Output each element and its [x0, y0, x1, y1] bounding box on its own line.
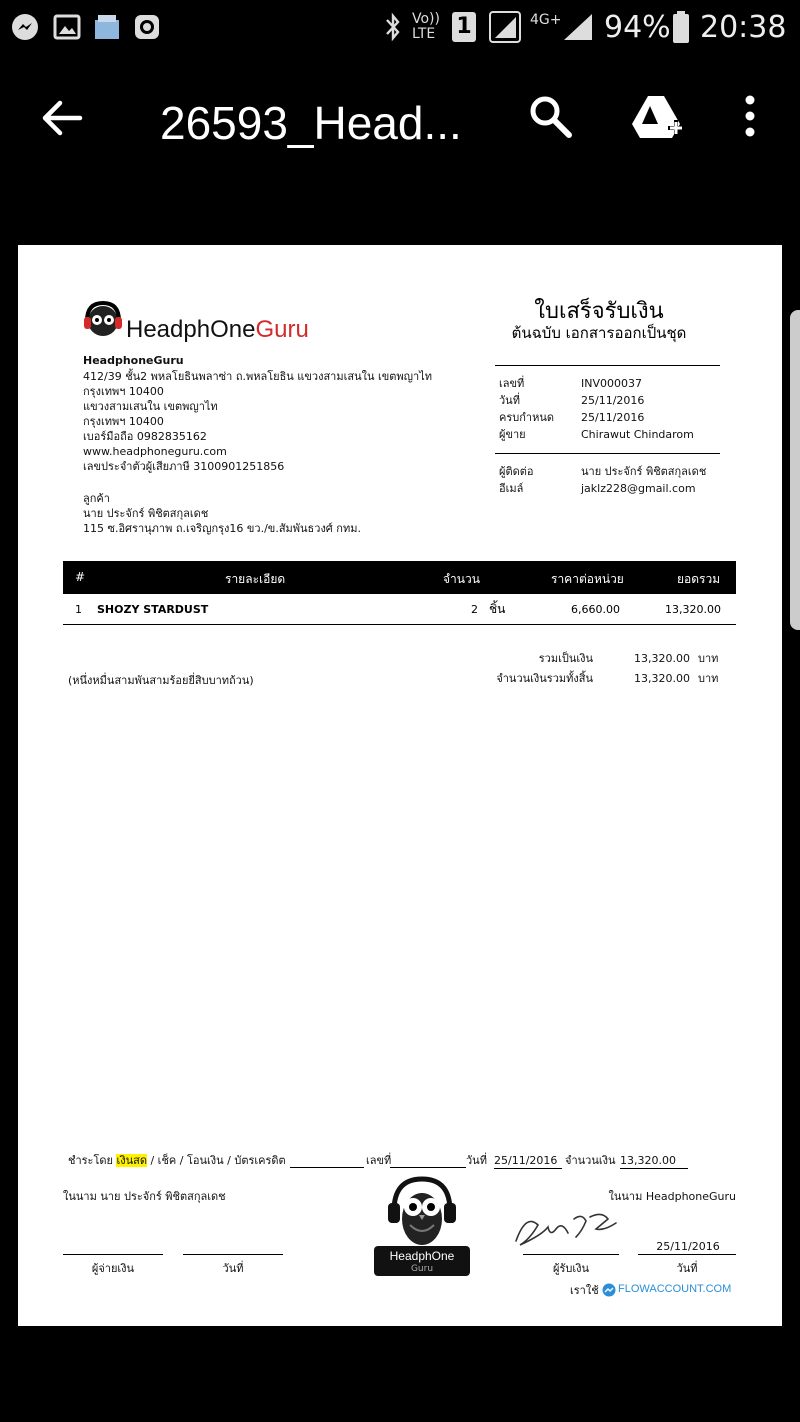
stamp-label: [374, 1246, 470, 1276]
invoice-meta: [499, 376, 729, 444]
salesperson: Chirawut Chindarom: [581, 428, 694, 441]
payment-date-label: วันที่: [466, 1154, 487, 1167]
clock: 20:38: [700, 10, 787, 45]
payment-cash-highlight: เงินสด: [116, 1154, 147, 1167]
invoice-date: 25/11/2016: [581, 394, 645, 407]
contact-label: อีเมล์: [499, 482, 524, 495]
table-bottom-rule: [63, 624, 736, 625]
seller-address: [83, 369, 463, 474]
battery-percent: 94%: [604, 10, 671, 45]
headphoneguru-logo-icon: [82, 299, 124, 341]
amount-in-words: (หนึ่งหมื่นสามพันสามร้อยยี่สิบบาทถ้วน): [68, 674, 254, 687]
network-type: 4G+: [530, 12, 562, 28]
meta-row: [499, 410, 729, 427]
receiver-signature: [512, 1207, 622, 1253]
back-arrow-icon[interactable]: [40, 96, 84, 140]
col-quantity: จำนวน: [443, 572, 480, 586]
customer-address: 115 ซ.อิศรานุภาพ ถ.เจริญกรุง16 ขว./ข.สัมพันธวงศ์ กทม.: [83, 522, 361, 535]
invoice-number: INV000037: [581, 377, 642, 390]
contact-row: [499, 481, 729, 498]
invoice-page: [18, 245, 782, 1326]
page-scroll-handle[interactable]: [790, 310, 800, 630]
drive-add-icon[interactable]: [630, 92, 686, 142]
company-stamp: [372, 1173, 472, 1278]
contact-email: jaklz228@gmail.com: [581, 482, 696, 495]
sim-indicator: 1: [452, 12, 476, 42]
meta-label: เลขที่: [499, 377, 525, 390]
payment-line: [68, 1153, 286, 1168]
screen-record-icon: [132, 12, 162, 42]
receiver-on-behalf: ในนาม HeadphoneGuru: [608, 1190, 736, 1203]
payer-on-behalf: ในนาม นาย ประจักร์ พิชิตสกุลเดช: [63, 1190, 226, 1203]
stamp-line-2: Guru: [410, 1264, 434, 1274]
search-icon[interactable]: [526, 92, 574, 140]
item-total: 13,320.00: [665, 603, 721, 616]
payer-date-label: วันที่: [222, 1262, 244, 1275]
receiver-date: 25/11/2016: [656, 1240, 720, 1253]
meta-row: [499, 393, 729, 410]
meta-row: [499, 376, 729, 393]
seller-line: 412/39 ชั้น2 พหลโยธินพลาซ่า ถ.พหลโยธิน แขวงสามเสนใน เขตพญาไท: [83, 370, 432, 383]
item-unit: ชิ้น: [489, 602, 506, 616]
messenger-icon: [10, 12, 40, 42]
flowaccount-logo-icon: [602, 1283, 616, 1297]
stamp-line-1: HeadphOne: [389, 1249, 455, 1263]
doc-title: ใบเสร็จรับเงิน: [534, 299, 664, 324]
logo-text-headphone: HeadphOne: [126, 316, 256, 343]
seller-line: กรุงเทพฯ 10400: [83, 415, 164, 428]
item-no: 1: [75, 603, 82, 616]
meta-row: [499, 427, 729, 444]
bluetooth-icon: [382, 12, 404, 42]
customer-label: ลูกค้า: [83, 492, 110, 505]
payer-sign-line: [63, 1254, 163, 1255]
store-icon: [92, 12, 122, 42]
seller-tax-id: เลขประจำตัวผู้เสียภาษี 3100901251856: [83, 460, 285, 473]
col-unit-price: ราคาต่อหน่วย: [551, 572, 624, 586]
contact-block: [499, 464, 729, 498]
flowaccount-link[interactable]: FLOWACCOUNT.COM: [618, 1283, 732, 1295]
payment-ref-blank: [290, 1167, 364, 1168]
col-no: #: [75, 570, 86, 584]
item-unit-price: 6,660.00: [571, 603, 620, 616]
contact-name: นาย ประจักร์ พิชิตสกุลเดช: [581, 465, 707, 478]
volte-indicator: Vo)) LTE: [412, 11, 440, 42]
grand-total-unit: บาท: [698, 672, 719, 685]
receiver-date-label: วันที่: [676, 1262, 698, 1275]
payment-date-value: 25/11/2016: [494, 1153, 562, 1169]
grand-total-label: จำนวนเงินรวมทั้งสิ้น: [496, 672, 593, 685]
col-description: รายละเอียด: [225, 572, 286, 586]
seller-name: HeadphoneGuru: [83, 354, 184, 367]
status-bar: [0, 0, 800, 56]
subtotal-value: 13,320.00: [634, 652, 690, 665]
payment-prefix: ชำระโดย: [68, 1154, 113, 1167]
due-date: 25/11/2016: [581, 411, 645, 424]
signal-sim1-icon: [488, 10, 522, 44]
more-options-icon[interactable]: [740, 94, 760, 138]
owl-logo-icon: [384, 1173, 460, 1249]
subtotal-unit: บาท: [698, 652, 719, 665]
powered-by-label: เราใช้: [570, 1284, 599, 1297]
grand-total-value: 13,320.00: [634, 672, 690, 685]
gallery-icon: [52, 12, 82, 42]
subtotal-label: รวมเป็นเงิน: [538, 652, 593, 665]
items-table-header: [63, 561, 736, 594]
signal-sim2-icon: [562, 12, 594, 42]
logo-text-guru: Guru: [255, 316, 309, 343]
battery-icon: [672, 10, 690, 44]
seller-line: แขวงสามเสนใน เขตพญาไท: [83, 400, 218, 413]
seller-website: www.headphoneguru.com: [83, 445, 227, 458]
document-title: 26593_Head...: [160, 97, 462, 149]
title-divider: [495, 365, 720, 366]
logo-wordmark: [126, 315, 309, 344]
seller-line: กรุงเทพฯ 10400: [83, 385, 164, 398]
payment-methods: / เช็ค / โอนเงิน / บัตรเครดิต: [150, 1154, 286, 1167]
col-total: ยอดรวม: [677, 572, 721, 586]
customer-block: [83, 491, 361, 536]
payment-amount-value: 13,320.00: [620, 1153, 688, 1169]
item-qty: 2: [471, 603, 478, 616]
seller-phone: เบอร์มือถือ 0982835162: [83, 430, 207, 443]
meta-divider: [495, 453, 720, 454]
item-description: SHOZY STARDUST: [97, 603, 209, 616]
receiver-sign-line: [523, 1254, 619, 1255]
table-row: [63, 594, 736, 624]
contact-label: ผู้ติดต่อ: [499, 465, 534, 478]
payment-amount-label: จำนวนเงิน: [565, 1154, 616, 1167]
payment-no-blank: [390, 1167, 466, 1168]
customer-name: นาย ประจักร์ พิชิตสกุลเดช: [83, 507, 209, 520]
receiver-date-line: [638, 1254, 736, 1255]
receiver-label: ผู้รับเงิน: [553, 1262, 589, 1275]
payment-no-label: เลขที่: [366, 1154, 392, 1167]
meta-label: วันที่: [499, 394, 520, 407]
meta-label: ผู้ขาย: [499, 428, 526, 441]
payer-date-line: [183, 1254, 283, 1255]
contact-row: [499, 464, 729, 481]
payer-label: ผู้จ่ายเงิน: [91, 1262, 135, 1275]
doc-subtitle: ต้นฉบับ เอกสารออกเป็นชุด: [511, 324, 687, 342]
meta-label: ครบกำหนด: [499, 411, 554, 424]
